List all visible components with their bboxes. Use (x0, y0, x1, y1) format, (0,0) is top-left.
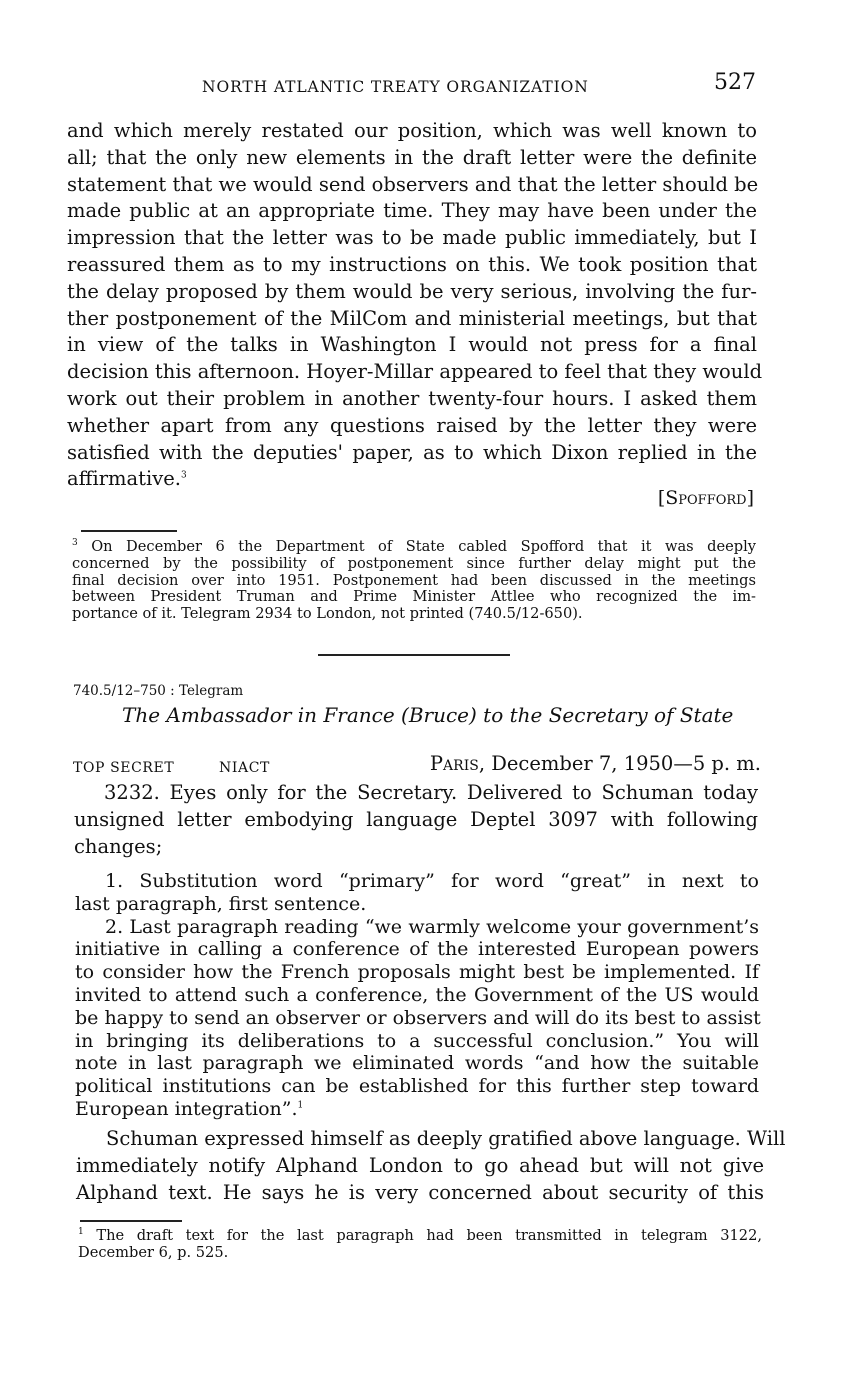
section-divider (318, 654, 510, 656)
text-line: Schuman expressed himself as deeply gratified above language. Will (106, 1127, 786, 1150)
text-line: 1. Substitution word “primary” for word “great” in next to (105, 870, 759, 892)
text-line: decision this afternoon. Hoyer-Millar appeared to feel that they would (67, 360, 763, 384)
text-line: note in last paragraph we eliminated words “and how the suitable (75, 1052, 759, 1075)
footnote (78, 1228, 762, 1262)
footnote-reference[interactable]: 1 (297, 1100, 304, 1111)
page-number: 527 (714, 70, 756, 95)
signature: [Spofford] (657, 487, 754, 509)
text-line: changes; (74, 835, 163, 858)
text-line: to consider how the French proposals might best be implemented. If (75, 961, 759, 984)
text-line: political institutions can be established for this further step toward (75, 1075, 759, 1098)
footnote (72, 539, 756, 623)
dateline-date: , December 7, 1950—5 p. m. (478, 752, 761, 775)
text-line: work out their problem in another twenty-four hours. I asked them (67, 386, 757, 410)
footnote-line: portance of it. Telegram 2934 to London, not printed (740.5/12-650). (72, 605, 583, 623)
text-line: immediately notify Alphand London to go ahead but will not give (76, 1154, 764, 1177)
text-line: in bringing its deliberations to a successful conclusion.” You will (75, 1029, 759, 1052)
continued-paragraph (67, 118, 763, 493)
text-line-content: affirmative. (67, 467, 181, 491)
footnote-line-content: On December 6 the Department of State cabled Spofford that it was deeply (91, 538, 756, 555)
dateline (430, 752, 761, 775)
text-line: all; that the only new elements in the draft letter were the definite (67, 145, 757, 169)
text-line: be happy to send an observer or observers and will do its best to assist (75, 1006, 761, 1029)
text-line: ther postponement of the MilCom and ministerial meetings, but that (67, 306, 757, 330)
footnote-marker: 3 (72, 538, 78, 549)
footnote-line (78, 1228, 762, 1245)
footnote-line: final decision over into 1951. Postponement had been discussed in the meetings (72, 571, 756, 589)
text-line-content: European integration”. (75, 1097, 298, 1120)
text-line: statement that we would send observers and that the letter should be (67, 172, 759, 196)
precedence-marking: NIACT (219, 760, 270, 776)
footnote-marker: 1 (78, 1227, 84, 1238)
text-line: 3232. Eyes only for the Secretary. Delivered to Schuman today (104, 781, 758, 804)
text-line: Alphand text. He says he is very concerned about security of this (76, 1181, 764, 1204)
text-line: reassured them as to my instructions on this. We took position that (67, 252, 757, 276)
text-line: initiative in calling a conference of the interested European powers (75, 938, 759, 961)
text-line: last paragraph, first sentence. (75, 892, 367, 915)
footnote-divider (81, 530, 177, 532)
text-line: in view of the talks in Washington I would not press for a final (67, 333, 757, 357)
footnote-line (72, 539, 756, 556)
footnote-line: between President Truman and Prime Minister Attlee who recognized the im- (72, 588, 756, 606)
footnote-line-content: The draft text for the last paragraph had been transmitted in telegram 3122, (96, 1227, 762, 1244)
telegram-closing (76, 1125, 786, 1206)
footnote-reference[interactable]: 3 (180, 470, 187, 481)
footnote-line: concerned by the possibility of postponement since further delay might put the (72, 554, 756, 572)
text-line: invited to attend such a conference, the Government of the US would (75, 983, 759, 1006)
footnote-line: December 6, p. 525. (78, 1243, 229, 1261)
changes-list (75, 870, 759, 1121)
text-line (67, 466, 757, 493)
telegram-opening (74, 779, 758, 860)
text-line: the delay proposed by them would be very serious, involving the fur- (67, 279, 757, 303)
document-title: The Ambassador in France (Bruce) to the Secretary of State (122, 703, 734, 727)
footnote-divider (80, 1220, 182, 1222)
text-line: made public at an appropriate time. They may have been under the (67, 199, 757, 223)
file-reference: 740.5/12–750 : Telegram (73, 683, 244, 699)
text-line: satisfied with the deputies' paper, as to which Dixon replied in the (67, 440, 757, 464)
classification-marking: TOP SECRET (73, 760, 175, 776)
text-line (75, 1098, 759, 1121)
text-line: and which merely restated our position, which was well known to (67, 119, 757, 142)
text-line: whether apart from any questions raised by the letter they were (67, 413, 757, 437)
text-line: 2. Last paragraph reading “we warmly welcome your government’s (105, 915, 759, 938)
running-head: NORTH ATLANTIC TREATY ORGANIZATION (202, 78, 589, 96)
text-line: impression that the letter was to be made public immediately, but I (67, 226, 757, 250)
dateline-place: Paris (429, 752, 479, 775)
text-line: unsigned letter embodying language Deptel 3097 with following (74, 808, 758, 831)
